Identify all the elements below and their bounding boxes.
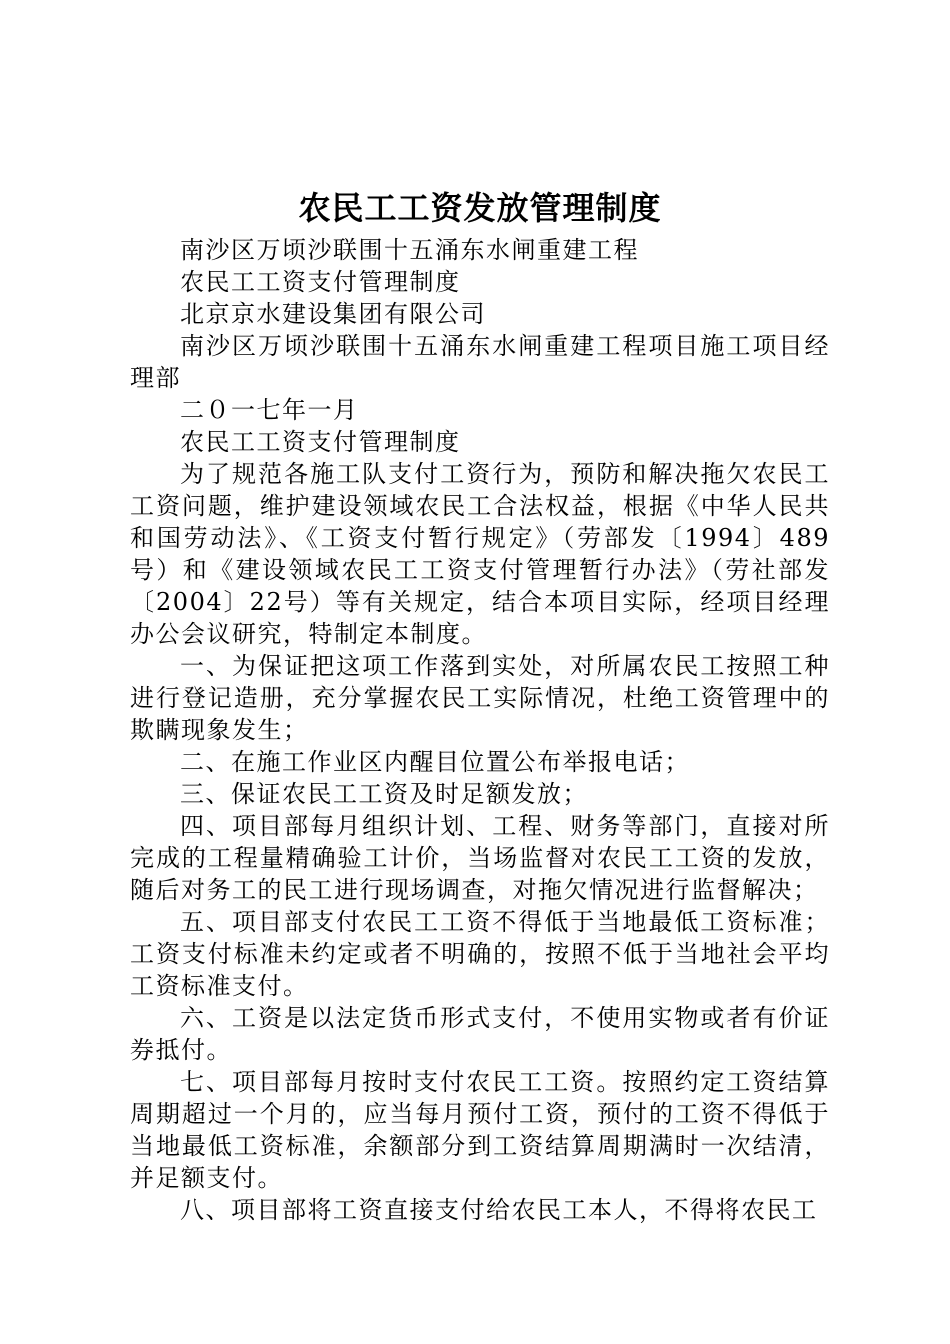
paragraph-project-name: 南沙区万顷沙联围十五涌东水闸重建工程 [180, 236, 639, 264]
paragraph-clause-8: 八、项目部将工资直接支付给农民工本人，不得将农民工 [180, 1196, 818, 1224]
paragraph-preamble: 为了规范各施工队支付工资行为，预防和解决拖欠农民工工资问题，维护建设领域农民工合法权益，根据《中华人民共和国劳动法》、《工资支付暂行规定》（劳部发〔1994〕489号）和《建设领域农民工工资支付管理暂行办法》（劳社部发〔2004〕22号）等有关规定，结合本项目实际，经项目经理办公会议研究，特制定本制度。 [130, 460, 830, 648]
paragraph-clause-2: 二、在施工作业区内醒目位置公布举报电话； [180, 748, 690, 776]
paragraph-clause-1: 一、为保证把这项工作落到实处，对所属农民工按照工种进行登记造册，充分掌握农民工实际情况，杜绝工资管理中的欺瞒现象发生； [130, 652, 830, 744]
paragraph-section-heading: 农民工工资支付管理制度 [180, 428, 461, 456]
paragraph-clause-3: 三、保证农民工工资及时足额发放； [180, 780, 588, 808]
document-title: 农民工工资发放管理制度 [298, 189, 662, 227]
paragraph-company-name: 北京京水建设集团有限公司 [180, 300, 486, 328]
paragraph-clause-6: 六、工资是以法定货币形式支付，不使用实物或者有价证券抵付。 [130, 1004, 830, 1064]
paragraph-clause-7: 七、项目部每月按时支付农民工工资。按照约定工资结算周期超过一个月的，应当每月预付工资，预付的工资不得低于当地最低工资标准，余额部分到工资结算周期满时一次结清，并足额支付。 [130, 1068, 830, 1192]
paragraph-clause-5: 五、项目部支付农民工工资不得低于当地最低工资标准；工资支付标准未约定或者不明确的，按照不低于当地社会平均工资标准支付。 [130, 908, 830, 1000]
paragraph-clause-4: 四、项目部每月组织计划、工程、财务等部门，直接对所完成的工程量精确验工计价，当场监督对农民工工资的发放，随后对务工的民工进行现场调查，对拖欠情况进行监督解决； [130, 812, 830, 904]
paragraph-department-name: 南沙区万顷沙联围十五涌东水闸重建工程项目施工项目经理部 [130, 332, 830, 392]
paragraph-system-name: 农民工工资支付管理制度 [180, 268, 461, 296]
paragraph-date: 二０一七年一月 [180, 396, 359, 424]
document-page [130, 188, 830, 1226]
